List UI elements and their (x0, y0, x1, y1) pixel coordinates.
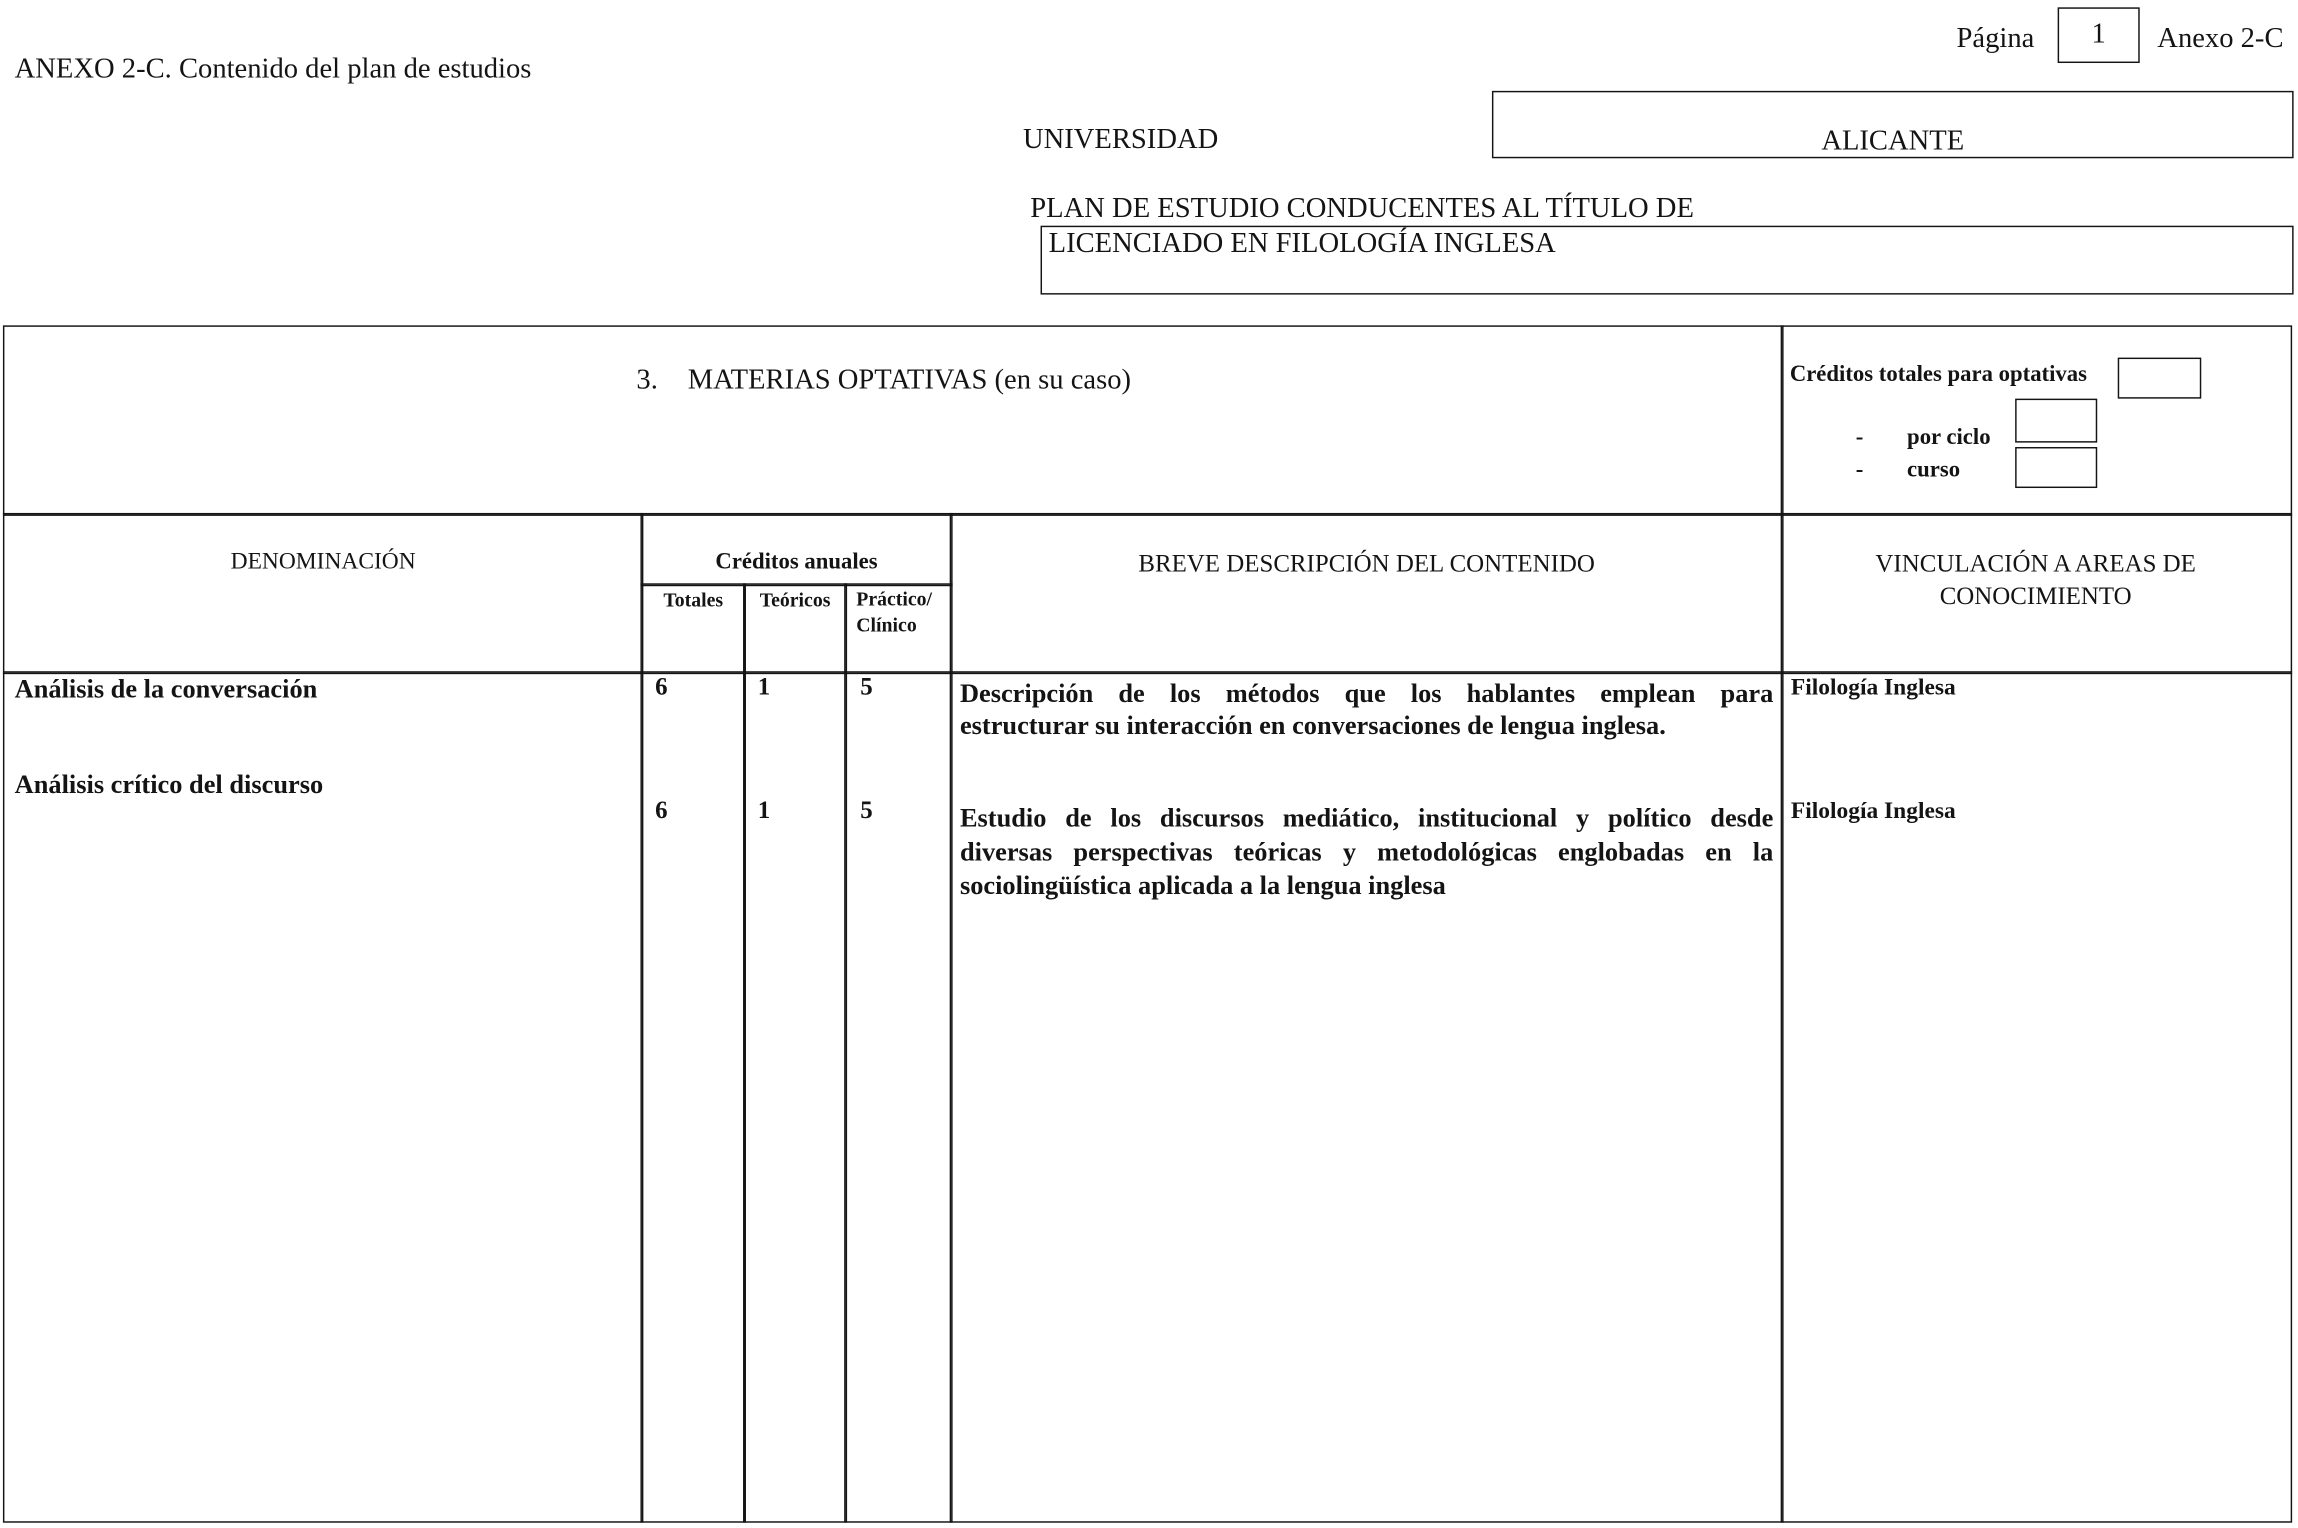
header-area-cell (1781, 513, 2292, 673)
credits-theory-value: 1 (757, 672, 771, 701)
header-totales-cell (641, 584, 746, 674)
subject-description (960, 677, 1773, 741)
table-row (4, 766, 2290, 942)
table-row (4, 673, 2290, 767)
credits-total-value: 6 (655, 795, 668, 824)
optional-credits-total-box (2118, 358, 2202, 399)
section-title-cell (3, 326, 1783, 516)
degree-label: PLAN DE ESTUDIO CONDUCENTES AL TÍTULO DE (1030, 193, 1694, 225)
course-label: curso (1907, 457, 1961, 483)
header-practico: Práctico/ Clínico (856, 588, 933, 637)
annex-code: Anexo 2-C (2157, 23, 2284, 55)
header-totales: Totales (663, 589, 724, 612)
description-line: Descripción de los métodos que los hablantes emplean para (959, 678, 1774, 708)
annex-title: ANEXO 2-C. Contenido del plan de estudios (14, 54, 532, 86)
header-area: VINCULACIÓN A AREAS DE CONOCIMIENTO (1875, 549, 2196, 611)
knowledge-area: Filología Inglesa (1790, 798, 1956, 824)
header-teoricos: Teóricos (759, 589, 831, 612)
credits-total-value: 6 (655, 672, 668, 701)
subject-description (960, 802, 1773, 903)
optional-credits-label: Créditos totales para optativas (1789, 362, 2088, 388)
header-teoricos-cell (743, 584, 846, 674)
description-line: Estudio de los discursos mediático, institucional y político desde (959, 803, 1774, 833)
section-number: 3. (636, 365, 658, 397)
page-number: 1 (2091, 18, 2106, 50)
description-line: diversas perspectivas teóricas y metodológicas englobadas en la (959, 836, 1774, 867)
credits-theory-value: 1 (757, 795, 771, 824)
header-annual-credits-cell (641, 513, 952, 586)
header-description: BREVE DESCRIPCIÓN DEL CONTENIDO (1138, 549, 1595, 578)
per-cycle-label: por ciclo (1907, 425, 1991, 451)
header-denominacion: DENOMINACIÓN (230, 549, 416, 575)
degree-title: LICENCIADO EN FILOLOGÍA INGLESA (1048, 227, 1556, 259)
description-line: estructurar su interacción en conversaciones de lengua inglesa. (959, 710, 1666, 741)
per-cycle-box (2016, 399, 2098, 443)
description-line: sociolingüística aplicada a la lengua inglesa (959, 870, 1446, 900)
subject-name: Análisis de la conversación (14, 674, 318, 704)
header-annual-credits: Créditos anuales (715, 549, 878, 575)
header-denominacion-cell (3, 513, 643, 673)
credits-practice-value: 5 (860, 672, 873, 701)
credits-practice-value: 5 (860, 795, 873, 824)
subject-name: Análisis crítico del discurso (14, 769, 324, 799)
knowledge-area: Filología Inglesa (1790, 675, 1956, 701)
section-title: MATERIAS OPTATIVAS (en su caso) (687, 365, 1132, 397)
optional-credits-cell (1781, 326, 2292, 516)
course-box (2016, 447, 2098, 488)
course-dash: - (1855, 457, 1864, 483)
header-description-cell (950, 513, 1783, 673)
per-cycle-dash: - (1855, 425, 1864, 451)
university-box (1492, 91, 2294, 158)
degree-box (1041, 226, 2294, 295)
header-practico-cell (845, 584, 953, 674)
page-label: Página (1956, 23, 2035, 55)
university-name: ALICANTE (1821, 126, 1965, 157)
university-label: UNIVERSIDAD (1022, 124, 1219, 156)
page-number-box (2058, 7, 2140, 63)
